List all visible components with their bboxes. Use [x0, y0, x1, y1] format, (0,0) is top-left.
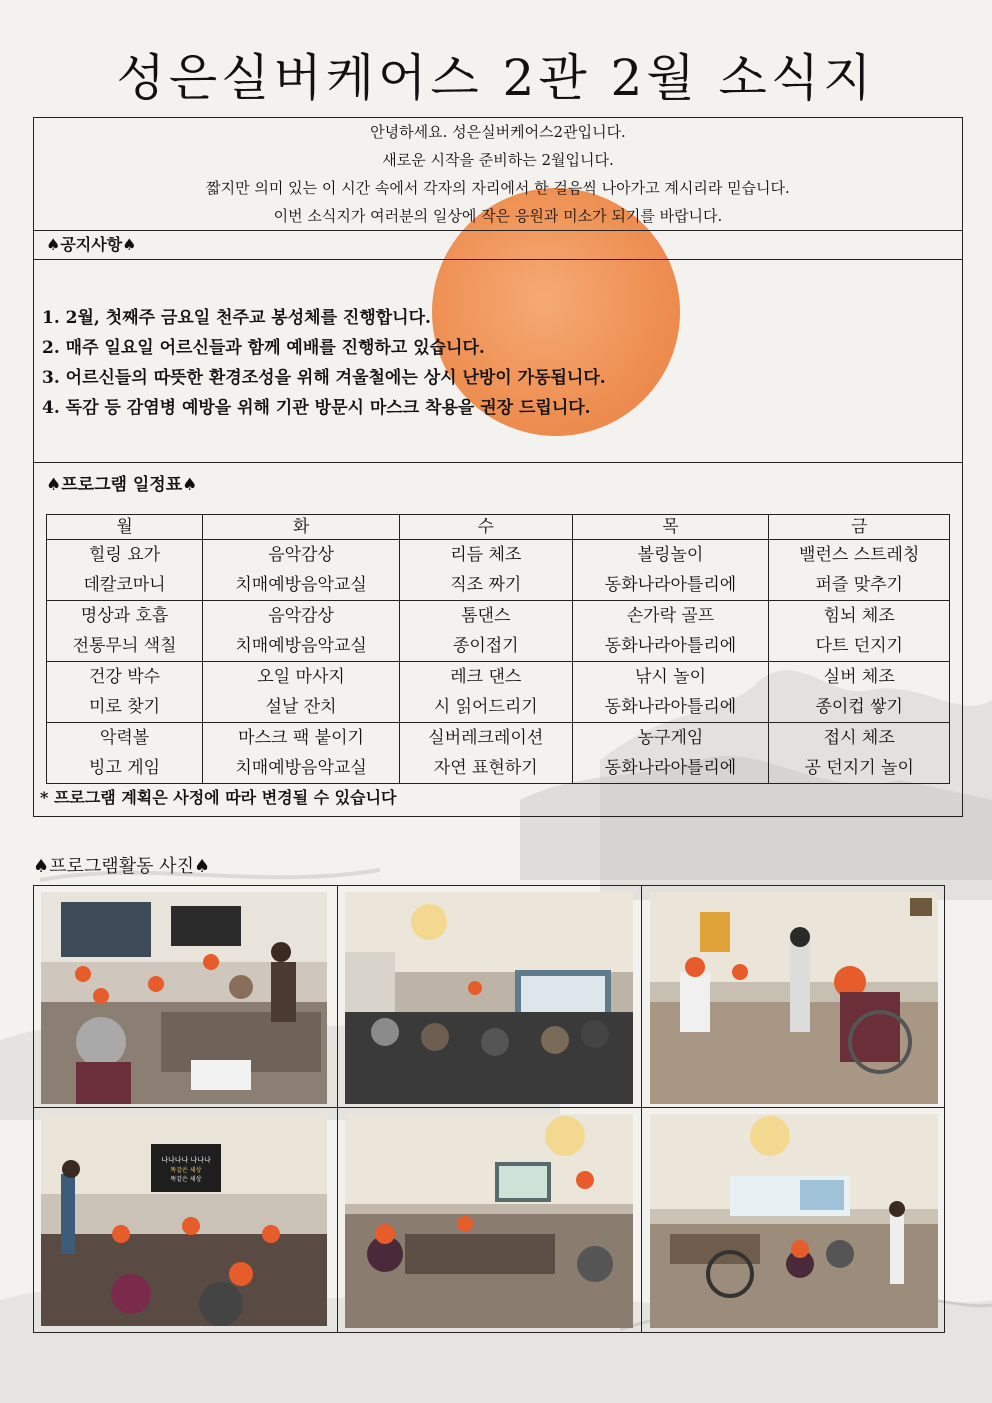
- schedule-cell: [203, 601, 400, 662]
- schedule-cell: [47, 601, 203, 662]
- program-name: 밸런스 스트레칭: [799, 545, 920, 565]
- schedule-cell: [203, 540, 400, 601]
- program-name: 동화나라아틀리에: [604, 697, 737, 717]
- greeting-line: 안녕하세요. 성은실버케어스2관입니다.: [370, 123, 626, 141]
- program-name: 음악감상: [268, 545, 334, 565]
- program-name: 접시 체조: [823, 728, 895, 748]
- schedule-cell: [47, 723, 203, 784]
- greeting-box: [34, 118, 962, 231]
- program-name: 실버 체조: [823, 667, 895, 687]
- program-name: 마스크 팩 붙이기: [238, 728, 364, 748]
- program-name: 종이컵 쌓기: [815, 697, 903, 717]
- schedule-row: [47, 601, 950, 662]
- activity-photo-1: [41, 892, 327, 1104]
- program-name: 건강 박수: [89, 667, 161, 687]
- notice-list: [34, 260, 962, 463]
- program-name: 데칼코마니: [83, 575, 166, 595]
- photo-heading: ♠프로그램활동 사진♠: [33, 856, 211, 877]
- program-name: 퍼즐 맞추기: [815, 575, 903, 595]
- program-name: 힐링 요가: [89, 545, 161, 565]
- notice-item: 4. 독감 등 감염병 예방을 위해 기관 방문시 마스크 착용을 권장 드립니다.: [42, 398, 591, 418]
- program-name: 낚시 놀이: [634, 667, 707, 687]
- program-name: 전통무늬 색칠: [72, 636, 177, 656]
- activity-photo-4: [41, 1114, 327, 1326]
- schedule-cell: [572, 662, 769, 723]
- day-header: 수: [400, 515, 573, 540]
- screen-text: 똑같은 세상: [170, 1167, 202, 1174]
- program-name: 치매예방음악교실: [235, 636, 367, 656]
- schedule-cell: [769, 662, 950, 723]
- program-name: 빙고 게임: [89, 758, 161, 778]
- schedule-cell: [203, 662, 400, 723]
- schedule-cell: [203, 723, 400, 784]
- day-header: 금: [769, 515, 950, 540]
- schedule-row: [47, 723, 950, 784]
- schedule-cell: [572, 723, 769, 784]
- program-name: 농구게임: [637, 728, 704, 748]
- activity-photo-2: [345, 892, 633, 1104]
- schedule-row: [47, 540, 950, 601]
- program-name: 음악감상: [268, 606, 334, 626]
- notice-item: 2. 매주 일요일 어르신들과 함께 예배를 진행하고 있습니다.: [42, 338, 485, 358]
- activity-photo-5: [345, 1114, 633, 1328]
- photo-cell: [34, 1108, 338, 1332]
- program-name: 오일 마사지: [257, 667, 345, 687]
- schedule-cell: [572, 601, 769, 662]
- program-name: 치매예방음악교실: [235, 758, 367, 778]
- day-header: 목: [572, 515, 769, 540]
- program-name: 치매예방음악교실: [235, 575, 367, 595]
- program-name: 레크 댄스: [450, 667, 522, 687]
- program-name: 힘뇌 체조: [823, 606, 895, 626]
- activity-photo-6: [650, 1114, 938, 1328]
- greeting-line: 새로운 시작을 준비하는 2월입니다.: [382, 151, 614, 169]
- schedule-header-row: [47, 515, 950, 540]
- schedule-cell: [400, 540, 573, 601]
- schedule-row: [47, 662, 950, 723]
- program-name: 손가락 골프: [626, 606, 715, 626]
- notice-item: 3. 어르신들의 따뜻한 환경조성을 위해 겨울철에는 상시 난방이 가동됩니다.: [42, 368, 606, 388]
- photo-grid: [33, 885, 945, 1333]
- program-name: 실버레크레이션: [428, 728, 544, 748]
- schedule-note: * 프로그램 계획은 사정에 따라 변경될 수 있습니다: [40, 788, 397, 807]
- program-name: 직조 짜기: [450, 575, 522, 595]
- photo-cell: [34, 886, 338, 1108]
- program-name: 동화나라아틀리에: [604, 636, 737, 656]
- schedule-table: [46, 514, 950, 784]
- day-header: 월: [47, 515, 203, 540]
- photo-cell: [338, 1108, 642, 1332]
- program-name: 리듬 체조: [450, 545, 522, 565]
- newsletter-title: 성은실버케어스 2관 2월 소식지: [116, 49, 876, 107]
- program-name: 톰댄스: [461, 606, 511, 626]
- schedule-cell: [769, 601, 950, 662]
- schedule-heading: ♠프로그램 일정표♠: [46, 475, 198, 495]
- program-name: 다트 던지기: [815, 636, 903, 656]
- schedule-cell: [400, 723, 573, 784]
- screen-text: 똑같은 세상: [170, 1176, 202, 1183]
- day-header: 화: [203, 515, 400, 540]
- schedule-cell: [572, 540, 769, 601]
- photo-cell: [642, 886, 944, 1108]
- photo-cell: [642, 1108, 944, 1332]
- schedule-cell: [47, 662, 203, 723]
- notice-heading: ♠공지사항♠: [34, 230, 962, 260]
- program-name: 공 던지기 놀이: [804, 758, 914, 778]
- activity-photo-3: [650, 892, 938, 1104]
- photo-cell: [338, 886, 642, 1108]
- schedule-cell: [769, 540, 950, 601]
- program-name: 동화나라아틀리에: [604, 575, 737, 595]
- schedule-cell: [769, 723, 950, 784]
- schedule-cell: [400, 601, 573, 662]
- program-name: 볼링놀이: [637, 545, 704, 565]
- program-name: 설날 잔치: [265, 697, 337, 717]
- program-name: 명상과 호흡: [80, 606, 169, 626]
- greeting-line: 짧지만 의미 있는 이 시간 속에서 각자의 자리에서 한 걸음씩 나아가고 계시리라 믿습니다.: [206, 179, 790, 197]
- program-name: 미로 찾기: [89, 697, 161, 717]
- screen-text: 나나나나 나나나: [161, 1156, 211, 1164]
- schedule-cell: [400, 662, 573, 723]
- greeting-line: 이번 소식지가 여러분의 일상에 작은 응원과 미소가 되기를 바랍니다.: [273, 207, 723, 225]
- program-name: 자연 표현하기: [433, 758, 538, 778]
- info-frame: [33, 117, 963, 817]
- program-name: 시 읽어드리기: [433, 697, 538, 717]
- program-name: 동화나라아틀리에: [604, 758, 737, 778]
- program-name: 악력볼: [99, 728, 150, 748]
- schedule-cell: [47, 540, 203, 601]
- notice-item: 1. 2월, 첫째주 금요일 천주교 봉성체를 진행합니다.: [42, 308, 431, 328]
- program-name: 종이접기: [452, 636, 519, 656]
